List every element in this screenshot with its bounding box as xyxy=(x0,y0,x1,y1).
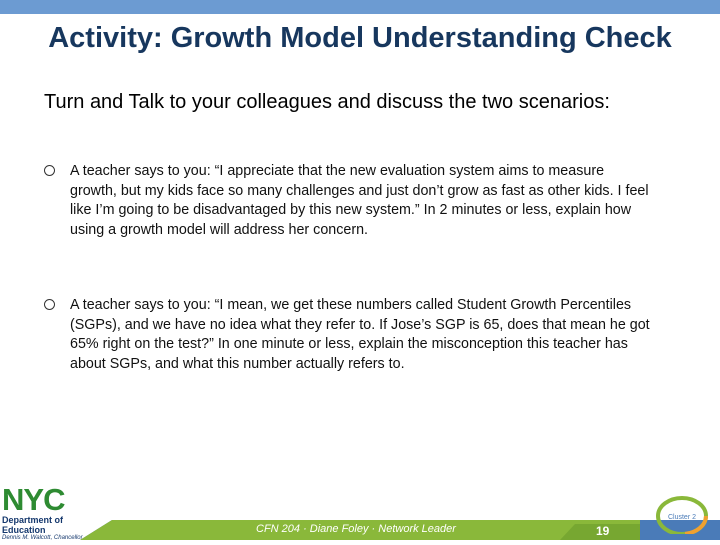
svg-text:Cluster 2: Cluster 2 xyxy=(667,514,697,521)
hollow-circle-bullet-icon xyxy=(44,165,55,176)
cluster-logo xyxy=(648,494,716,540)
nyc-logo-letters: NYC xyxy=(2,482,65,517)
scenario-1-text: A teacher says to you: “I appreciate that the new evaluation system aims to measure growth, but my kids face so many challenges and just don’t grow as fast as other kids. I feel like I’m going to be disadvantaged by this new system.” In 2 minutes or less, explain how using a growth model will address her concern. xyxy=(70,163,649,238)
nyc-department-label: Department of Education xyxy=(2,515,64,535)
footer-presenter-text: CFN 204 · Diane Foley · Network Leader xyxy=(256,523,456,535)
intro-text: Turn and Talk to your colleagues and discuss the two scenarios: xyxy=(44,91,610,113)
scenario-2-text: A teacher says to you: “I mean, we get these numbers called Student Growth Percentiles (SGPs), and we have no idea what they refer to. If Jose’s SGP is 65, does that mean he got 65% right on the test?” In one minute or less, explain the misconception this teacher has about SGPs, and what this number actually refers to. xyxy=(70,297,650,372)
nyc-chancellor-signature: Dennis M. Walcott, Chancellor xyxy=(2,535,83,541)
slide-title: Activity: Growth Model Understanding Check xyxy=(48,22,672,54)
nyc-department-of-education-logo xyxy=(0,484,100,540)
page-number: 19 xyxy=(596,524,610,538)
top-accent-bar xyxy=(0,0,720,14)
hollow-circle-bullet-icon xyxy=(44,299,55,310)
